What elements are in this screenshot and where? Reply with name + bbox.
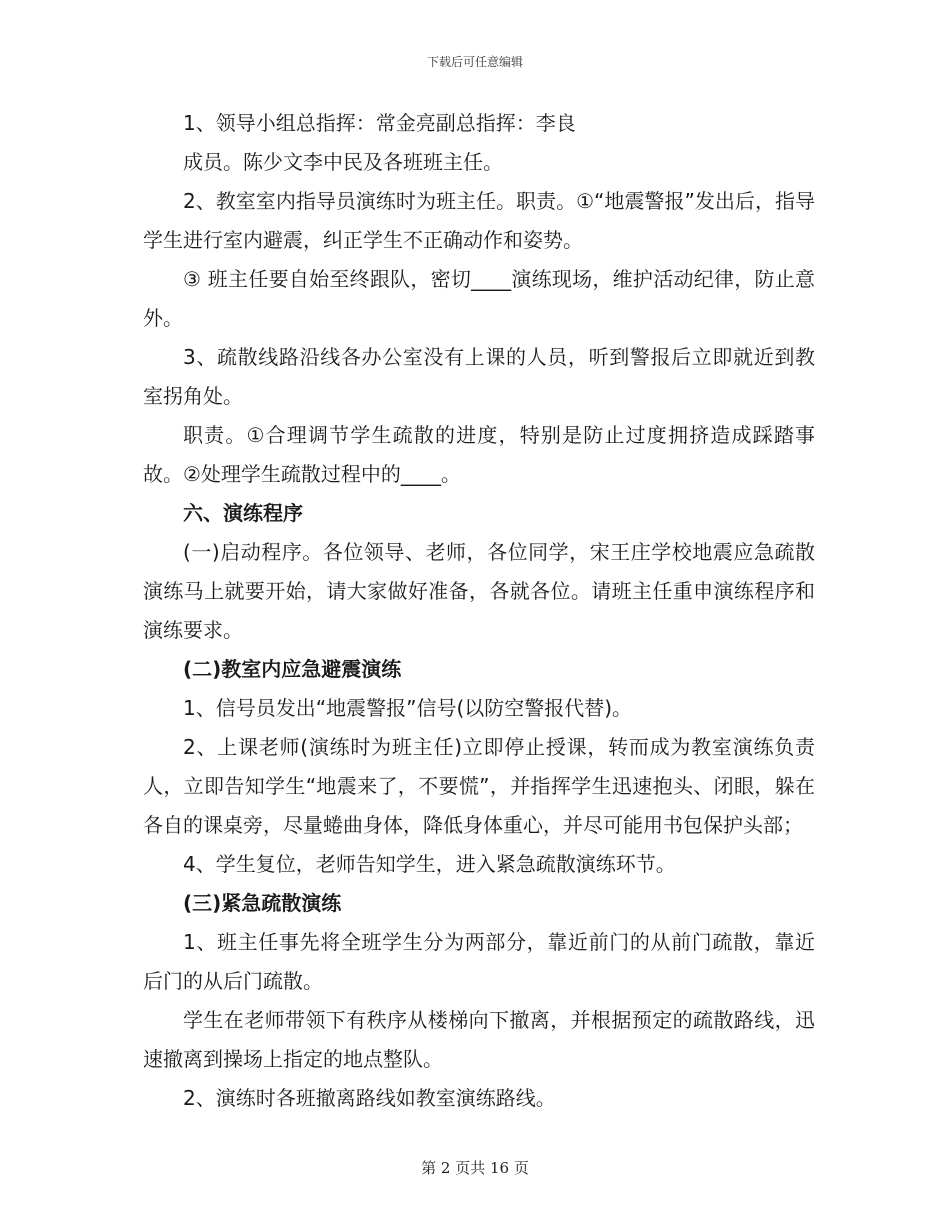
page-header: 下载后可任意编辑 [426,55,523,69]
paragraph: 1、领导小组总指挥：常金亮副总指挥：李良 [183,111,576,135]
section-heading: (三)紧急疏散演练 [183,891,342,915]
paragraph: ③ 班主任要自始至终跟队，密切____演练现场，维护活动纪律，防止意外。 [143,267,815,330]
paragraph: 1、信号员发出“地震警报”信号(以防空警报代替)。 [183,696,633,720]
document-body [143,104,815,1118]
paragraph: 2、演练时各班撤离路线如教室演练路线。 [183,1086,556,1110]
paragraph: 3、疏散线路沿线各办公室没有上课的人员，听到警报后立即就近到教室拐角处。 [143,345,815,408]
paragraph: 学生在老师带领下有秩序从楼梯向下撤离，并根据预定的疏散路线，迅速撤离到操场上指定的地点整队。 [143,1008,815,1071]
paragraph: 职责。①合理调节学生疏散的进度，特别是防止过度拥挤造成踩踏事故。②处理学生疏散过程中的____。 [143,423,815,486]
section-heading: (二)教室内应急避震演练 [183,657,402,681]
page-footer: 第 2 页共 16 页 [421,1159,529,1177]
paragraph: 成员。陈少文李中民及各班班主任。 [183,150,503,174]
paragraph: 2、上课老师(演练时为班主任)立即停止授课，转而成为教室演练负责人，立即告知学生“地震来了，不要慌”，并指挥学生迅速抱头、闭眼，躲在各自的课桌旁，尽量蜷曲身体，降低身体重心，并尽可能用书包保护头部； [143,735,815,837]
paragraph: 1、班主任事先将全班学生分为两部分，靠近前门的从前门疏散，靠近后门的从后门疏散。 [143,930,815,993]
paragraph: 4、学生复位，老师告知学生，进入紧急疏散演练环节。 [183,852,676,876]
paragraph: (一)启动程序。各位领导、老师，各位同学，宋王庄学校地震应急疏散演练马上就要开始，请大家做好准备，各就各位。请班主任重申演练程序和演练要求。 [143,540,815,642]
paragraph: 2、教室室内指导员演练时为班主任。职责。①“地震警报”发出后，指导学生进行室内避震，纠正学生不正确动作和姿势。 [143,189,815,252]
section-heading: 六、演练程序 [183,501,303,525]
